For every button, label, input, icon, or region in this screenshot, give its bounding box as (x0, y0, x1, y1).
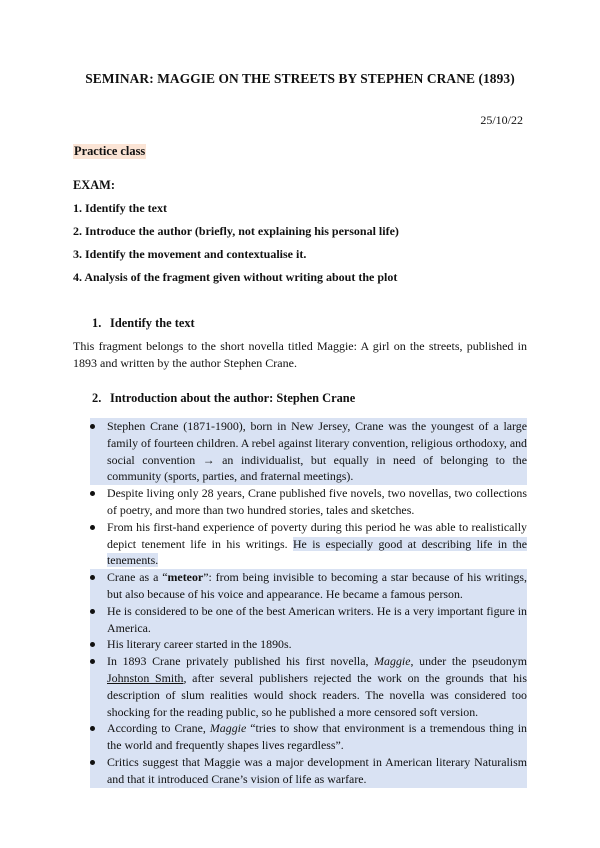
list-item (90, 603, 527, 637)
section-heading-text: Introduction about the author: Stephen Crane (110, 391, 356, 405)
bullet-text: Critics suggest that Maggie was a major development in American literary Naturalism and that it introduced Crane’s vision of life as warfare. (107, 754, 527, 786)
bullet-icon (90, 726, 95, 731)
exam-item: 1. Identify the text (73, 201, 167, 215)
bullet-text: Stephen Crane (1871-1900), born in New Jersey, Crane was the youngest of a large family of fourteen children. A rebel against literary convention, religious orthodoxy, and social convention → an individualist, but equally in need of belonging to the community (sports, parties, and fraternal meetings). (107, 419, 527, 484)
author-bullet-list (90, 418, 527, 788)
list-item (90, 485, 527, 519)
bullet-text: In 1893 Crane privately published his first novella, (107, 654, 375, 669)
bullet-text: According to Crane, (107, 721, 210, 736)
bullet-icon (90, 424, 95, 429)
bullet-icon (90, 659, 95, 664)
highlighted-text: He is especially good at describing life in the tenements. (107, 536, 527, 568)
underlined-pseudonym: Johnston Smith (107, 670, 184, 685)
page-title: SEMINAR: MAGGIE ON THE STREETS BY STEPHEN CRANE (1893) (85, 71, 515, 86)
bullet-icon (90, 760, 95, 765)
bullet-icon (90, 525, 95, 530)
bullet-text: , under the pseudonym (410, 654, 527, 669)
section-heading-author (92, 391, 355, 406)
bullet-text: Despite living only 28 years, Crane published five novels, two novellas, two collections of poetry, and more than two hundred stories, tales and sketches. (107, 486, 527, 517)
italic-title: Maggie (374, 654, 411, 669)
section-number: 2. (92, 391, 102, 405)
exam-item: 3. Identify the movement and contextualise it. (73, 247, 307, 261)
bullet-text: His literary career started in the 1890s. (107, 637, 292, 652)
section-number: 1. (92, 316, 102, 330)
bullet-text: Crane as a “ (107, 570, 168, 585)
date-label: 25/10/22 (480, 113, 523, 127)
bullet-text: , after several publishers rejected the work on the grounds that his description of slum realities would shock readers. The novella was considered too shocking for the reading public, so he published a more censored soft version. (107, 670, 527, 719)
section1-paragraph (73, 338, 527, 372)
bullet-text: From his first-hand experience of poverty during this period he was able to realistically depict tenement life in his writings. (107, 519, 527, 551)
list-item (90, 569, 527, 603)
exam-item: 4. Analysis of the fragment given without writing about the plot (73, 270, 398, 284)
exam-heading: EXAM: (73, 178, 115, 192)
italic-title: Maggie (209, 721, 247, 736)
practice-class-label: Practice class (74, 144, 146, 158)
list-item (90, 720, 527, 754)
paragraph-line: 1893 and written by the author Stephen Crane. (73, 356, 297, 370)
list-item (90, 519, 527, 569)
bold-term: meteor (167, 570, 204, 585)
list-item (90, 653, 527, 720)
exam-item: 2. Introduce the author (briefly, not explaining his personal life) (73, 224, 399, 238)
bullet-icon (90, 575, 95, 580)
section-heading-identify (92, 316, 195, 331)
bullet-icon (90, 609, 95, 614)
bullet-icon (90, 642, 95, 647)
bullet-icon (90, 491, 95, 496)
paragraph-line: This fragment belongs to the short novella titled Maggie: A girl on the streets, published in (73, 339, 527, 353)
list-item (90, 636, 527, 653)
bullet-text: He is considered to be one of the best American writers. He is a very important figure in America. (107, 603, 527, 635)
list-item (90, 754, 527, 788)
section-heading-text: Identify the text (110, 316, 195, 330)
list-item (90, 418, 527, 485)
bullet-text: “tries to show that environment is a tremendous thing in the world and frequently shapes lives regardless”. (107, 721, 527, 753)
bullet-text: ”: from being invisible to becoming a star because of his writings, but also because of his voice and appearance. He became a famous person. (107, 570, 527, 601)
